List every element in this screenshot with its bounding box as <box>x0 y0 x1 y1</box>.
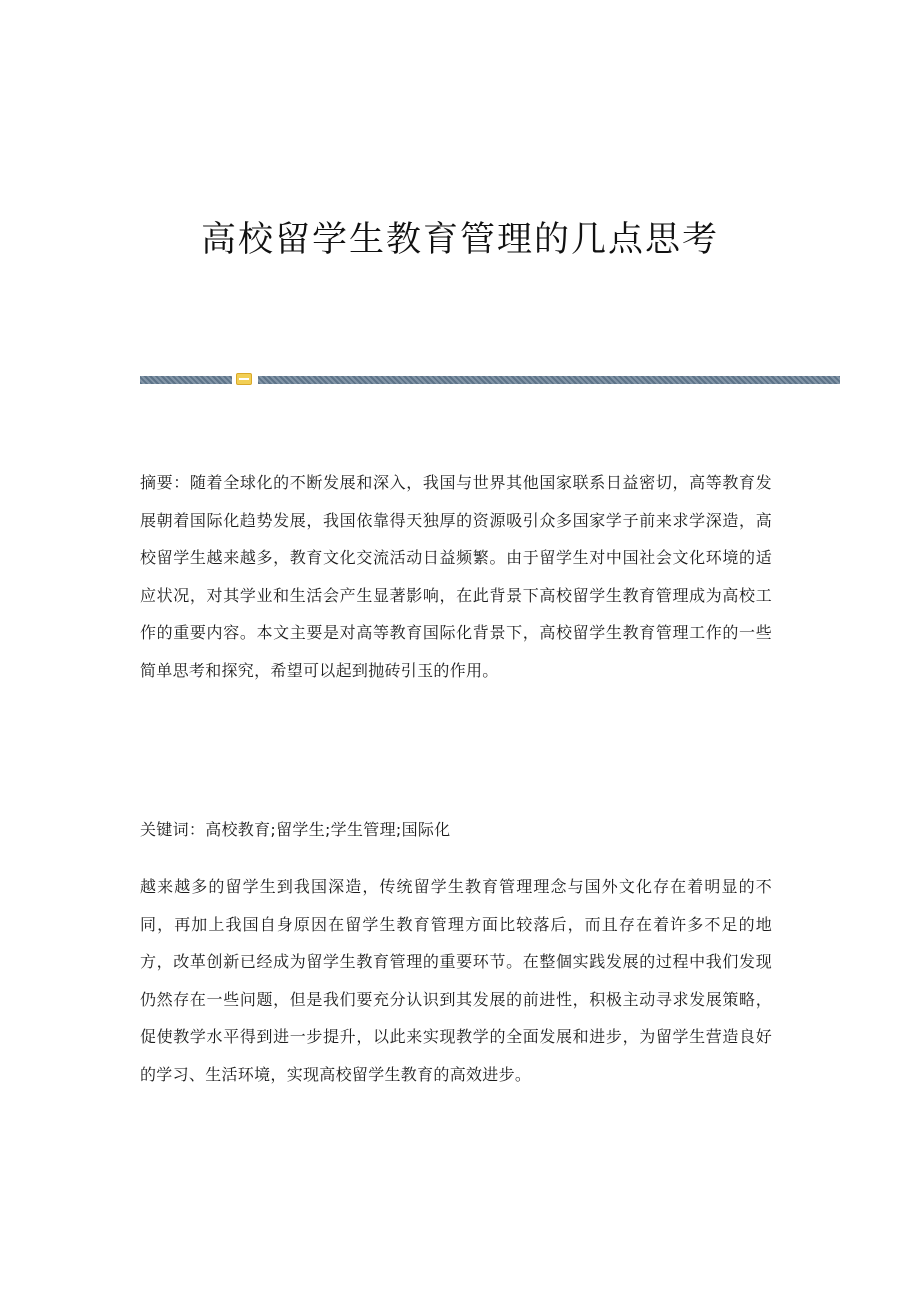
abstract-paragraph <box>140 464 772 689</box>
abstract-text: 随着全球化的不断发展和深入，我国与世界其他国家联系日益密切，高等教育发展朝着国际化趋势发展，我国依靠得天独厚的资源吸引众多国家学子前来求学深造，高校留学生越来越多，教育文化交流活动日益频繁。由于留学生对中国社会文化环境的适应状况，对其学业和生活会产生显著影响，在此背景下高校留学生教育管理成为高校工作的重要内容。本文主要是对高等教育国际化背景下，高校留学生教育管理工作的一些简单思考和探究，希望可以起到抛砖引玉的作用。 <box>140 473 772 680</box>
title-divider <box>140 373 840 385</box>
document-title: 高校留学生教育管理的几点思考 <box>200 220 719 260</box>
keywords-label: 关键词： <box>140 820 206 839</box>
body-paragraph: 越来越多的留学生到我国深造，传统留学生教育管理理念与国外文化存在着明显的不同，再加上我国自身原因在留学生教育管理方面比较落后，而且存在着许多不足的地方，改革创新已经成为留学生教育管理的重要环节。在整個实践发展的过程中我们发现仍然存在一些问题，但是我们要充分认识到其发展的前进性，积极主动寻求发展策略，促使教学水平得到进一步提升，以此来实现教学的全面发展和进步，为留学生营造良好的学习、生活环境，实现高校留学生教育的高效进步。 <box>140 877 772 1084</box>
abstract-label: 摘要： <box>140 473 190 492</box>
keywords-text: 高校教育;留学生;学生管理;国际化 <box>205 820 451 839</box>
divider-left-bar <box>140 376 232 384</box>
divider-right-bar <box>258 376 840 384</box>
keywords-line <box>140 812 772 848</box>
envelope-icon <box>236 373 252 385</box>
